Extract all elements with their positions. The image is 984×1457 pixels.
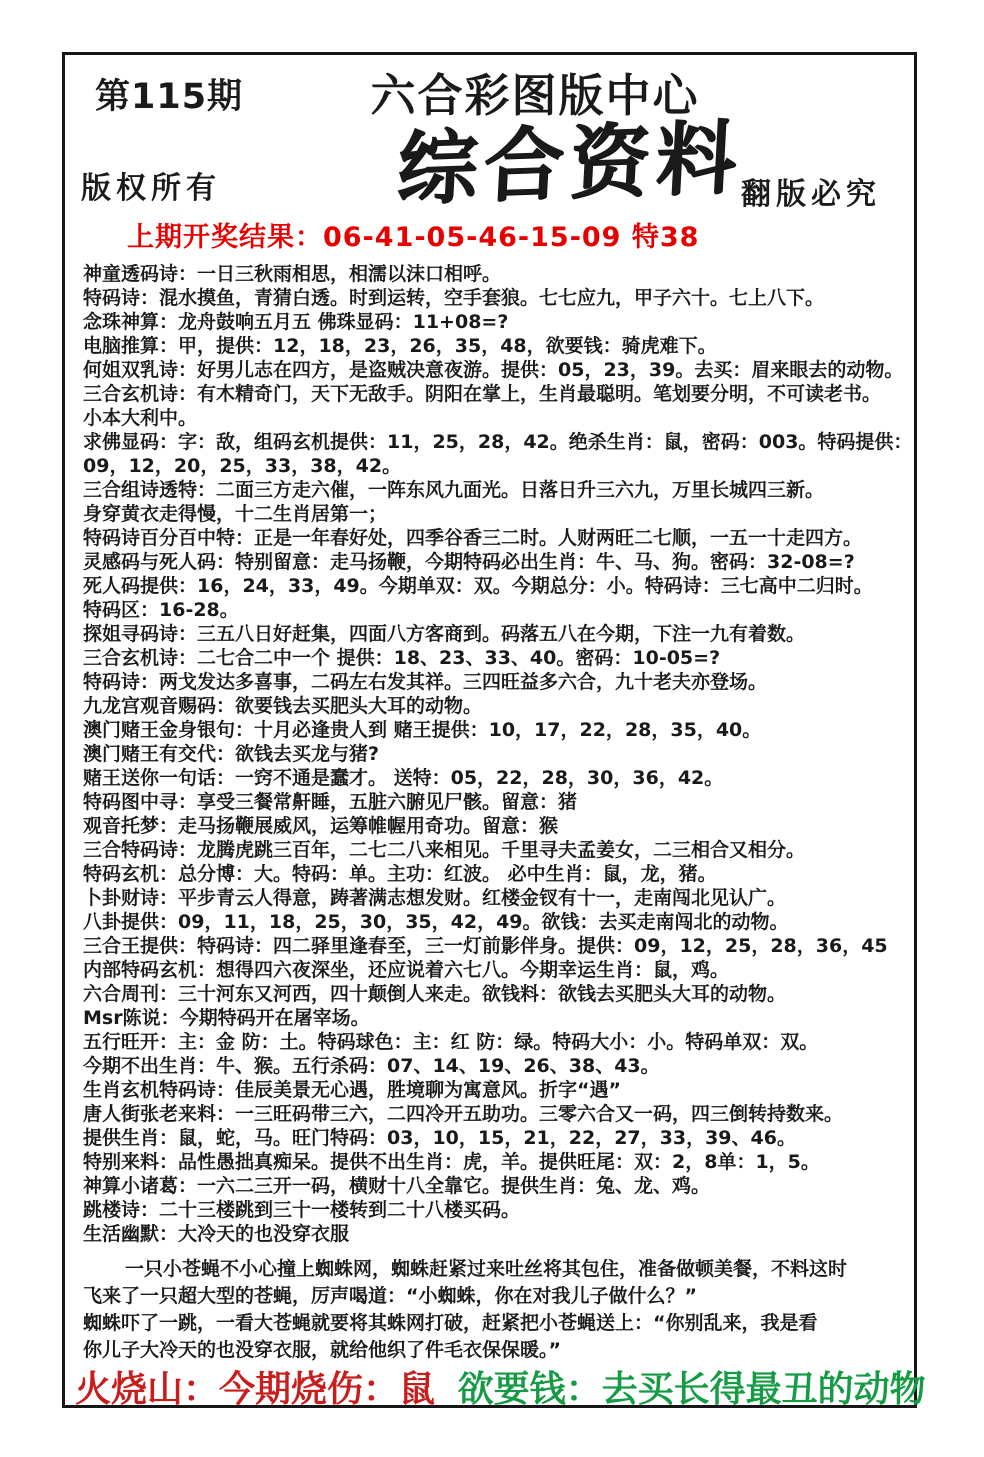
- text-line: 三合特码诗：龙腾虎跳三百年，二七二八来相见。千里寻夫孟姜女，二三相合又相分。: [83, 839, 806, 861]
- text-line: 神童透码诗：一日三秋雨相思，相濡以沫口相呼。: [83, 263, 502, 285]
- text-line: 六合周刊：三十河东又河西，四十颠倒人来走。欲钱料：欲钱去买肥头大耳的动物。: [83, 983, 787, 1005]
- humor-story: [83, 1256, 908, 1364]
- text-line: 赌王送你一句话：一窍不通是蠢才。 送特：05，22，28，30，36，42。: [83, 767, 724, 789]
- text-line: 五行旺开：主：金 防：土。特码球色：主：红 防：绿。特码大小：小。特码单双：双。: [83, 1031, 819, 1053]
- text-line: 念珠神算：龙舟鼓响五月五 佛珠显码：11+08=?: [83, 311, 509, 333]
- story-line: 一只小苍蝇不小心撞上蜘蛛网，蜘蛛赶紧过来吐丝将其包住，准备做顿美餐，不料这时: [125, 1258, 848, 1280]
- text-line: 特码诗百分百中特：正是一年春好处，四季谷香三二时。人财两旺二七顺，一五一十走四方。: [83, 527, 863, 549]
- text-line: 特码图中寻：享受三餐常鼾睡，五脏六腑见尸骸。留意：猪: [83, 791, 578, 813]
- text-line: 内部特码玄机：想得四六夜深坐，还应说着六七八。今期幸运生肖：鼠，鸡。: [83, 959, 730, 981]
- masthead-title: 六合彩图版中心: [370, 69, 700, 122]
- story-line: 你儿子大冷天的也没穿衣服，就给他织了件毛衣保保暖。”: [83, 1339, 561, 1361]
- last-draw-result: 上期开奖结果：06-41-05-46-15-09 特38: [127, 222, 700, 253]
- text-line: 特码诗：混水摸鱼，青猜白透。时到运转，空手套狼。七七应九，甲子六十。七上八下。: [83, 287, 825, 309]
- text-line: 澳门赌王有交代：欲钱去买龙与猪?: [83, 743, 380, 765]
- footer-green-text: 欲要钱：去买长得最丑的动物: [457, 1369, 926, 1410]
- text-line: 生肖玄机特码诗：佳辰美景无心遇，胜境聊为寓意风。折字“遇”: [83, 1079, 621, 1101]
- issue-number: 第115期: [95, 77, 244, 117]
- text-line: 跳楼诗：二十三楼跳到三十一楼转到二十八楼买码。: [83, 1199, 521, 1221]
- text-line: 09，12，20，25，33，38，42。: [83, 455, 402, 477]
- text-line: 八卦提供：09，11，18，25，30，35，42，49。欲钱：去买走南闯北的动物。: [83, 911, 789, 933]
- body-text: [83, 262, 913, 1364]
- text-line: 何姐双乳诗：好男儿志在四方，是盗贼决意夜游。提供：05，23，39。去买：眉来眼去的动物。: [83, 359, 904, 381]
- copyright-left: 版权所有: [81, 171, 221, 206]
- text-line: Msr陈说：今期特码开在屠宰场。: [83, 1007, 370, 1029]
- text-line: 三合王提供：特码诗：四二驿里逢春至，三一灯前影伴身。提供：09，12，25，28，36，45: [83, 935, 888, 957]
- text-line: 特码诗：两戈发达多喜事，二码左右发其祥。三四旺益多六合，九十老夫亦登场。: [83, 671, 768, 693]
- text-line: 身穿黄衣走得慢，十二生肖居第一；: [83, 503, 388, 525]
- text-line: 电脑推算：甲，提供：12，18，23，26，35，48，欲要钱：骑虎难下。: [83, 335, 717, 357]
- text-line: 澳门赌王金身银句：十月必逢贵人到 赌王提供：10，17，22，28，35，40。: [83, 719, 762, 741]
- text-line: 死人码提供：16，24，33，49。今期单双：双。今期总分：小。特码诗：三七高中二归时。: [83, 575, 873, 597]
- text-line: 特别来料：品性愚拙真痴呆。提供不出生肖：虎，羊。提供旺尾：双：2，8单：1，5。: [83, 1151, 820, 1173]
- text-line: 生活幽默：大冷天的也没穿衣服: [83, 1223, 350, 1245]
- footer-red-text: 火烧山：今期烧伤：鼠: [75, 1369, 436, 1410]
- story-line: 飞来了一只超大型的苍蝇，厉声喝道：“小蜘蛛，你在对我儿子做什么？”: [83, 1285, 697, 1307]
- text-line: 三合玄机诗：有木精奇门，天下无敌手。阴阳在掌上，生肖最聪明。笔划要分明，不可读老书。: [83, 383, 882, 405]
- text-line: 灵感码与死人码：特别留意：走马扬鞭，今期特码必出生肖：牛、马、狗。密码：32-08=?: [83, 551, 855, 573]
- footer-banner: [75, 1361, 926, 1412]
- masthead-subtitle: 综合资料: [394, 111, 745, 216]
- text-line: 特码区：16-28。: [83, 599, 239, 621]
- text-line: 今期不出生肖：牛、猴。五行杀码：07、14、19、26、38、43。: [83, 1055, 660, 1077]
- text-line: 卜卦财诗：平步青云人得意，踌著满志想发财。红楼金钗有十一，走南闯北见认广。: [83, 887, 787, 909]
- text-line: 唐人街张老来料：一三旺码带三六，二四冷开五助功。三零六合又一码，四三倒转持数来。: [83, 1103, 844, 1125]
- text-line: 特码玄机：总分博：大。特码：单。主功：红波。 必中生肖：鼠，龙，猪。: [83, 863, 717, 885]
- page-sheet: [62, 52, 926, 1410]
- text-line: 三合组诗透特：二面三方走六催，一阵东风九面光。日落日升三六九，万里长城四三新。: [83, 479, 825, 501]
- copyright-right: 翻版必究: [741, 177, 881, 212]
- text-line: 小本大利中。: [83, 407, 198, 429]
- text-line: 探姐寻码诗：三五八日好赶集，四面八方客商到。码落五八在今期，下注一九有着数。: [83, 623, 806, 645]
- story-line: 蜘蛛吓了一跳，一看大苍蝇就要将其蛛网打破，赶紧把小苍蝇送上：“你别乱来，我是看: [83, 1312, 818, 1334]
- text-line: 求佛显码：字：敌，组码玄机提供：11，25，28，42。绝杀生肖：鼠，密码：003。特码提供：: [83, 431, 913, 453]
- text-line: 观音托梦：走马扬鞭展威风，运筹帷幄用奇功。留意：猴: [83, 815, 559, 837]
- text-line: 九龙宫观音赐码：欲要钱去买肥头大耳的动物。: [83, 695, 483, 717]
- text-line: 提供生肖：鼠，蛇，马。旺门特码：03，10，15，21，22，27，33，39、46。: [83, 1127, 796, 1149]
- text-line: 三合玄机诗：二七合二中一个 提供：18、23、33、40。密码：10-05=?: [83, 647, 721, 669]
- text-line: 神算小诸葛：一六二三开一码，横财十八全靠它。提供生肖：兔、龙、鸡。: [83, 1175, 711, 1197]
